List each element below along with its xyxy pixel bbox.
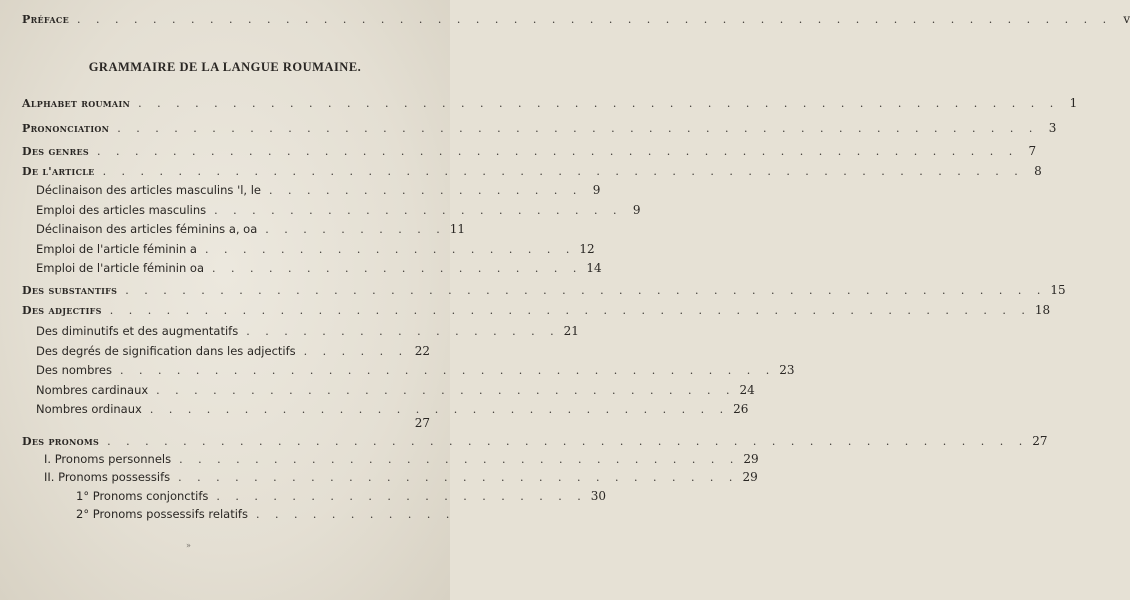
leader-dots: . . . . . . . . . . . . . . . . . . . . . . . . . . . . . . . . . . . . . . . . . . . . . . . . . <box>102 165 1024 178</box>
toc-label: Préface <box>22 13 70 26</box>
toc-page: 21 <box>563 324 579 338</box>
toc-entry <box>36 222 465 236</box>
toc-page: 1 <box>1069 96 1078 110</box>
leader-dots: . . . . . . . . . . . . . . . . . . . . . . . . . . . . . . . . . . . . . . . . . . . . . . . . . <box>125 284 1047 297</box>
toc-label: Des degrés de signification dans les adjectifs <box>36 344 296 358</box>
toc-label: Emploi de l'article féminin a <box>36 242 197 256</box>
toc-label: II. Pronoms possessifs <box>44 470 171 484</box>
leader-dots: . . . . . . . . . . . . . . . . . . . . . . . . . . . . . . <box>178 471 739 484</box>
toc-page: 9 <box>592 183 601 197</box>
toc-label: Emploi des articles masculins <box>36 203 207 217</box>
toc-entry <box>36 261 602 275</box>
toc-entry <box>76 507 456 521</box>
toc-label: Des nombres <box>36 363 112 377</box>
toc-entry <box>22 303 1051 317</box>
toc-entry <box>36 324 579 338</box>
leader-dots: . . . . . . . . . . . . . . . . . . . . . . . . . . . . . . <box>179 453 740 466</box>
toc-entry <box>22 96 1078 110</box>
toc-page: 11 <box>449 222 465 236</box>
toc-entry <box>22 121 1057 135</box>
leader-dots: . . . . . . . . . . . . . . . . . . . . <box>216 490 587 503</box>
toc-entry <box>36 242 595 256</box>
leader-dots: . . . . . . . . . . . . . . . . . . . . . . . . . . . . . . . . . . . <box>119 364 776 377</box>
toc-label: Déclinaison des articles masculins 'l, le <box>36 183 262 197</box>
toc-entry <box>22 144 1037 158</box>
toc-page: 27 <box>1032 434 1048 448</box>
leader-dots: . . . . . . . . . . . . . . . . . . . . . . . . . . . . . . . . . . . . . . . . . . . . . . . . . <box>109 304 1031 317</box>
toc-label: Des genres <box>22 145 90 158</box>
leader-dots: . . . . . . . . . . . . . . . . . <box>269 184 583 197</box>
toc-page: 9 <box>632 203 641 217</box>
toc-page: 30 <box>590 489 607 503</box>
toc-label: Emploi de l'article féminin oa <box>36 261 204 275</box>
leader-dots: . . . . . . . . . . . . . . . . . . . . <box>212 262 583 275</box>
toc-page: 18 <box>1034 303 1051 317</box>
toc-page: 23 <box>779 363 795 377</box>
toc-page: 26 <box>733 402 749 416</box>
leader-dots: . . . . . . . . . . <box>265 223 446 236</box>
toc-page: 22 <box>414 344 430 358</box>
toc-page: 15 <box>1050 283 1066 297</box>
toc-entry <box>36 383 755 397</box>
leader-dots: . . . . . . . . . . . . . . . . . . . . . . . . . . . . . . . . . . . . . . . . . . . . . . . . . <box>107 435 1029 448</box>
toc-label: Des diminutifs et des augmentatifs <box>36 324 239 338</box>
leader-dots: . . . . . . . . . . . . . . . . . . . . . . . . . . . . . . . . . . . . . . . . . . . . . . . . . <box>138 97 1060 110</box>
toc-entry <box>36 416 430 430</box>
toc-label: I. Pronoms personnels <box>44 452 172 466</box>
toc-label: Alphabet roumain <box>22 97 131 110</box>
leader-dots: . . . . . . . . . . . . . . . . . . . . . . . . . . . . . . . <box>156 384 736 397</box>
section-title: GRAMMAIRE DE LA LANGUE ROUMAINE. <box>88 60 362 74</box>
toc-page: 8 <box>1034 164 1042 178</box>
leader-dots: . . . . . . . . . . . . . . . . . <box>246 325 560 338</box>
toc-label: 2° Pronoms possessifs relatifs <box>76 507 248 521</box>
toc-entry <box>36 203 641 217</box>
toc-label: Nombres ordinaux <box>36 402 142 416</box>
toc-page: 29 <box>743 452 759 466</box>
leader-dots: . . . . . . . . . . . <box>255 508 456 521</box>
toc-page: 14 <box>586 261 602 275</box>
toc-entry <box>44 452 759 466</box>
toc-label: Des substantifs <box>22 284 118 297</box>
toc-entry <box>22 434 1048 448</box>
leader-dots: . . . . . . . . . . . . . . . . . . . . . . . . . . . . . . . . . . . . . . . . . . . . . . . . . <box>117 122 1039 135</box>
toc-entry <box>36 402 749 416</box>
toc-page: 12 <box>579 242 595 256</box>
leader-dots: . . . . . . . . . . . . . . . . . . . . <box>204 243 576 256</box>
leader-dots: . . . . . . <box>303 345 409 358</box>
toc-page: v <box>1123 12 1130 26</box>
toc-page: 7 <box>1028 144 1037 158</box>
toc-entry <box>22 164 1042 178</box>
toc-entry <box>36 183 601 197</box>
toc-page: 3 <box>1048 121 1057 135</box>
toc-label: Des pronoms <box>22 435 100 448</box>
toc-entry <box>36 363 795 377</box>
toc-page: 27 <box>414 416 430 430</box>
toc-entry <box>44 470 758 484</box>
toc-preface <box>22 12 1130 26</box>
toc-label: Nombres cardinaux <box>36 383 149 397</box>
ornament-mark: » <box>186 541 191 550</box>
leader-dots: . . . . . . . . . . . . . . . . . . . . . . <box>214 204 623 217</box>
toc-entry <box>22 283 1066 297</box>
toc-label: Prononciation <box>22 122 110 135</box>
toc-entry <box>36 344 430 358</box>
leader-dots: . . . . . . . . . . . . . . . . . . . . . . . . . . . . . . . . . . . . . . . . . . . . . . . . . <box>97 145 1019 158</box>
toc-label: Déclinaison des articles féminins a, oa <box>36 222 258 236</box>
toc-label: Des adjectifs <box>22 304 102 317</box>
toc-label: De l'article <box>22 165 95 178</box>
toc-page: 24 <box>739 383 755 397</box>
leader-dots: . . . . . . . . . . . . . . . . . . . . . . . . . . . . . . . . . . . . . . . . . . . . . . . . . . . . . . . <box>77 13 1113 26</box>
leader-dots: . . . . . . . . . . . . . . . . . . . . . . . . . . . . . . . <box>149 403 730 416</box>
toc-page: 29 <box>742 470 758 484</box>
toc-entry <box>76 489 607 503</box>
toc-label: 1° Pronoms conjonctifs <box>76 489 209 503</box>
